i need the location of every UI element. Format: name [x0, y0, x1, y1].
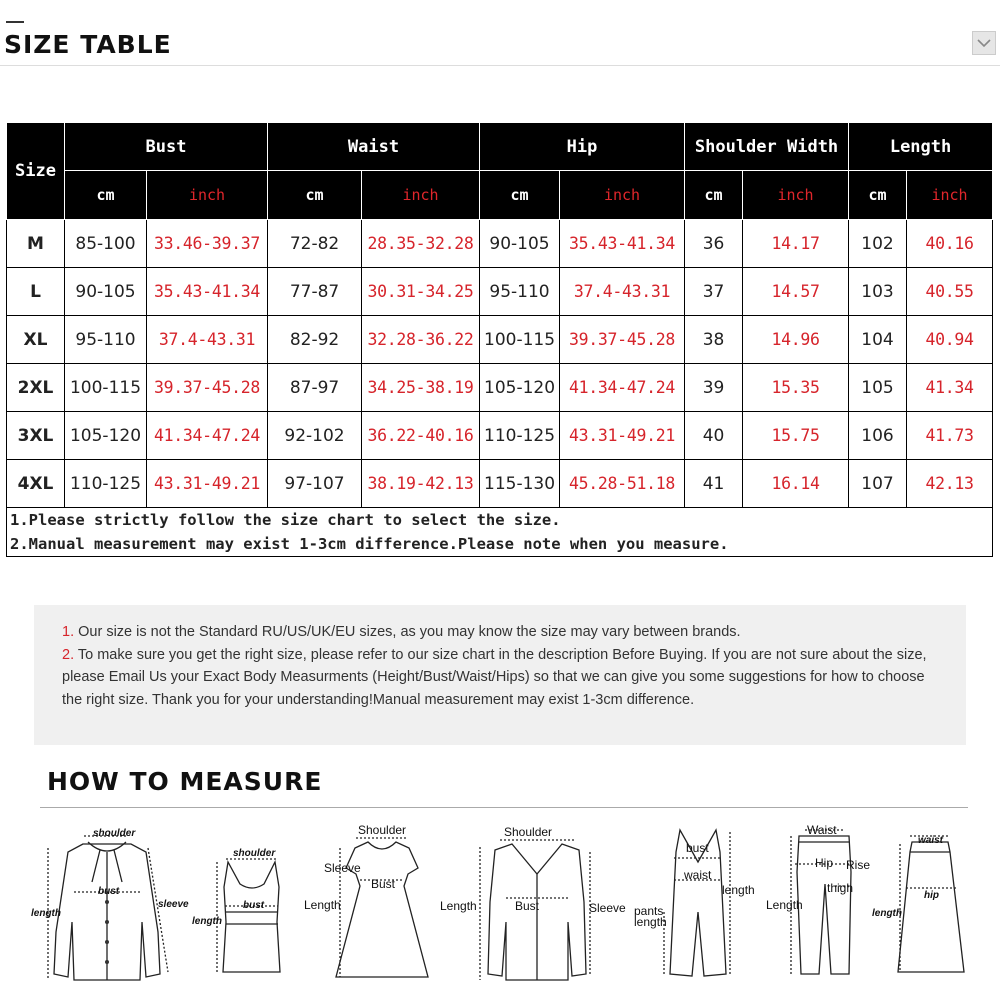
jumpsuit-measure-figure [634, 812, 764, 992]
fig6-waist-label: Waist [807, 823, 837, 837]
unit-cm-header: cm [849, 171, 907, 220]
table-cell: 100-115 [480, 316, 560, 364]
table-cell: 39 [685, 364, 743, 412]
fig2-shoulder-label: shoulder [233, 848, 276, 859]
table-cell: 35.43-41.34 [560, 220, 685, 268]
trousers-measure-figure [765, 812, 880, 992]
table-cell: 41.73 [907, 412, 993, 460]
table-cell: 100-115 [65, 364, 147, 412]
unit-cm-header: cm [685, 171, 743, 220]
fig5-pants-length-label: length [634, 915, 667, 929]
table-note: 2.Manual measurement may exist 1-3cm difference.Please note when you measure. [7, 532, 993, 557]
table-row [7, 412, 993, 460]
how-to-measure-title: HOW TO MEASURE [47, 767, 323, 796]
blouse-measure-figure [28, 812, 198, 992]
fig6-rise-label: Rise [846, 858, 871, 872]
measurement-illustrations [0, 812, 1000, 998]
fig4-sleeve-label: Sleeve [589, 901, 626, 915]
size-cell: 2XL [7, 364, 65, 412]
fig5-waist-label: waist [684, 868, 712, 882]
unit-inch-header: inch [147, 171, 268, 220]
fig3-shoulder-label: Shoulder [358, 823, 407, 837]
table-cell: 105-120 [480, 364, 560, 412]
info-item [62, 621, 946, 644]
unit-cm-header: cm [65, 171, 147, 220]
fig6-length-label: Length [766, 898, 803, 912]
size-cell: 3XL [7, 412, 65, 460]
table-cell: 41.34-47.24 [147, 412, 268, 460]
table-cell: 36 [685, 220, 743, 268]
size-table [6, 122, 993, 557]
fig1-sleeve-label: sleeve [158, 899, 189, 910]
table-cell: 41.34-47.24 [560, 364, 685, 412]
unit-inch-header: inch [362, 171, 480, 220]
table-row [7, 220, 993, 268]
unit-cm-header: cm [480, 171, 560, 220]
table-cell: 106 [849, 412, 907, 460]
fig3-bust-label: Bust [371, 877, 396, 891]
table-cell: 104 [849, 316, 907, 364]
table-cell: 40.55 [907, 268, 993, 316]
unit-inch-header: inch [907, 171, 993, 220]
fig2-bust-label: bust [243, 900, 265, 911]
table-cell: 41.34 [907, 364, 993, 412]
table-cell: 92-102 [268, 412, 362, 460]
table-cell: 97-107 [268, 460, 362, 508]
info-item-number: 2. [62, 646, 75, 663]
tank-top-measure-figure [190, 812, 300, 992]
fig3-sleeve-label: Sleeve [324, 861, 361, 875]
table-cell: 40 [685, 412, 743, 460]
fig7-waist-label: waist [918, 835, 944, 846]
table-cell: 38 [685, 316, 743, 364]
table-cell: 28.35-32.28 [362, 220, 480, 268]
size-cell: L [7, 268, 65, 316]
table-row [7, 268, 993, 316]
table-cell: 105 [849, 364, 907, 412]
table-cell: 39.37-45.28 [560, 316, 685, 364]
fig3-length-label: Length [304, 898, 341, 912]
table-cell: 107 [849, 460, 907, 508]
chevron-down-icon [973, 32, 995, 54]
table-cell: 90-105 [65, 268, 147, 316]
table-cell: 103 [849, 268, 907, 316]
table-cell: 35.43-41.34 [147, 268, 268, 316]
table-row [7, 316, 993, 364]
fig5-pants-label: pants [634, 904, 664, 918]
table-cell: 36.22-40.16 [362, 412, 480, 460]
unit-inch-header: inch [560, 171, 685, 220]
table-cell: 42.13 [907, 460, 993, 508]
table-cell: 37.4-43.31 [560, 268, 685, 316]
table-cell: 110-125 [480, 412, 560, 460]
how-to-measure-divider [40, 807, 968, 808]
size-cell: M [7, 220, 65, 268]
size-header: Size [7, 123, 65, 220]
fig6-thigh-label: thigh [827, 881, 854, 895]
unit-inch-header: inch [743, 171, 849, 220]
table-cell: 15.75 [743, 412, 849, 460]
table-cell: 45.28-51.18 [560, 460, 685, 508]
table-cell: 41 [685, 460, 743, 508]
table-cell: 40.94 [907, 316, 993, 364]
table-cell: 37 [685, 268, 743, 316]
table-cell: 115-130 [480, 460, 560, 508]
collapse-button[interactable] [972, 31, 996, 55]
fig5-length-label: length [722, 883, 755, 897]
table-cell: 30.31-34.25 [362, 268, 480, 316]
group-header-length: Length [849, 123, 993, 171]
table-cell: 90-105 [480, 220, 560, 268]
fig1-length-label: length [31, 908, 61, 919]
table-cell: 37.4-43.31 [147, 316, 268, 364]
fig4-length-label: Length [440, 899, 477, 913]
fig4-bust-label: Bust [515, 899, 540, 913]
table-cell: 77-87 [268, 268, 362, 316]
info-item-text: Our size is not the Standard RU/US/UK/EU sizes, as you may know the size may vary between brands. [74, 624, 741, 640]
table-note: 1.Please strictly follow the size chart to select the size. [7, 508, 993, 533]
table-cell: 16.14 [743, 460, 849, 508]
table-cell: 72-82 [268, 220, 362, 268]
group-header-bust: Bust [65, 123, 268, 171]
table-cell: 40.16 [907, 220, 993, 268]
unit-cm-header: cm [268, 171, 362, 220]
table-cell: 32.28-36.22 [362, 316, 480, 364]
fig7-length-label: length [872, 908, 902, 919]
table-cell: 34.25-38.19 [362, 364, 480, 412]
info-item [62, 644, 946, 712]
table-cell: 87-97 [268, 364, 362, 412]
table-cell: 43.31-49.21 [560, 412, 685, 460]
table-cell: 33.46-39.37 [147, 220, 268, 268]
table-cell: 14.57 [743, 268, 849, 316]
page-title: SIZE TABLE [4, 30, 172, 59]
table-cell: 95-110 [65, 316, 147, 364]
size-cell: 4XL [7, 460, 65, 508]
fig4-shoulder-label: Shoulder [504, 825, 553, 839]
size-info-box [34, 605, 966, 745]
skirt-measure-figure [870, 812, 975, 992]
table-cell: 15.35 [743, 364, 849, 412]
info-item-number: 1. [62, 624, 75, 640]
size-cell: XL [7, 316, 65, 364]
table-cell: 105-120 [65, 412, 147, 460]
table-cell: 102 [849, 220, 907, 268]
table-cell: 14.96 [743, 316, 849, 364]
table-cell: 38.19-42.13 [362, 460, 480, 508]
fig7-hip-label: hip [924, 890, 939, 901]
group-header-hip: Hip [480, 123, 685, 171]
header-divider [0, 65, 1000, 66]
info-item-text: To make sure you get the right size, please refer to our size chart in the description Before Buying. If you are not sure about the size, please Email Us your Exact Body Measurments (Height/Bust/Waist/Hips) so that we can give you some suggestions for how to choose the right size. Thank you for your understanding!Manual measurement may exist 1-3cm difference. [62, 646, 927, 708]
header-accent-dash [6, 21, 24, 23]
group-header-waist: Waist [268, 123, 480, 171]
table-cell: 85-100 [65, 220, 147, 268]
fig2-length-label: length [192, 916, 222, 927]
table-cell: 82-92 [268, 316, 362, 364]
table-row [7, 460, 993, 508]
fig1-bust-label: bust [98, 886, 120, 897]
table-cell: 95-110 [480, 268, 560, 316]
table-cell: 110-125 [65, 460, 147, 508]
fig1-shoulder-label: shoulder [93, 828, 136, 839]
fig6-hip-label: Hip [815, 856, 834, 870]
table-row [7, 364, 993, 412]
dress-measure-figure [300, 812, 440, 992]
table-cell: 39.37-45.28 [147, 364, 268, 412]
jacket-measure-figure [440, 812, 640, 992]
group-header-shoulder-width: Shoulder Width [685, 123, 849, 171]
fig5-bust-label: bust [686, 841, 709, 855]
table-cell: 43.31-49.21 [147, 460, 268, 508]
table-cell: 14.17 [743, 220, 849, 268]
